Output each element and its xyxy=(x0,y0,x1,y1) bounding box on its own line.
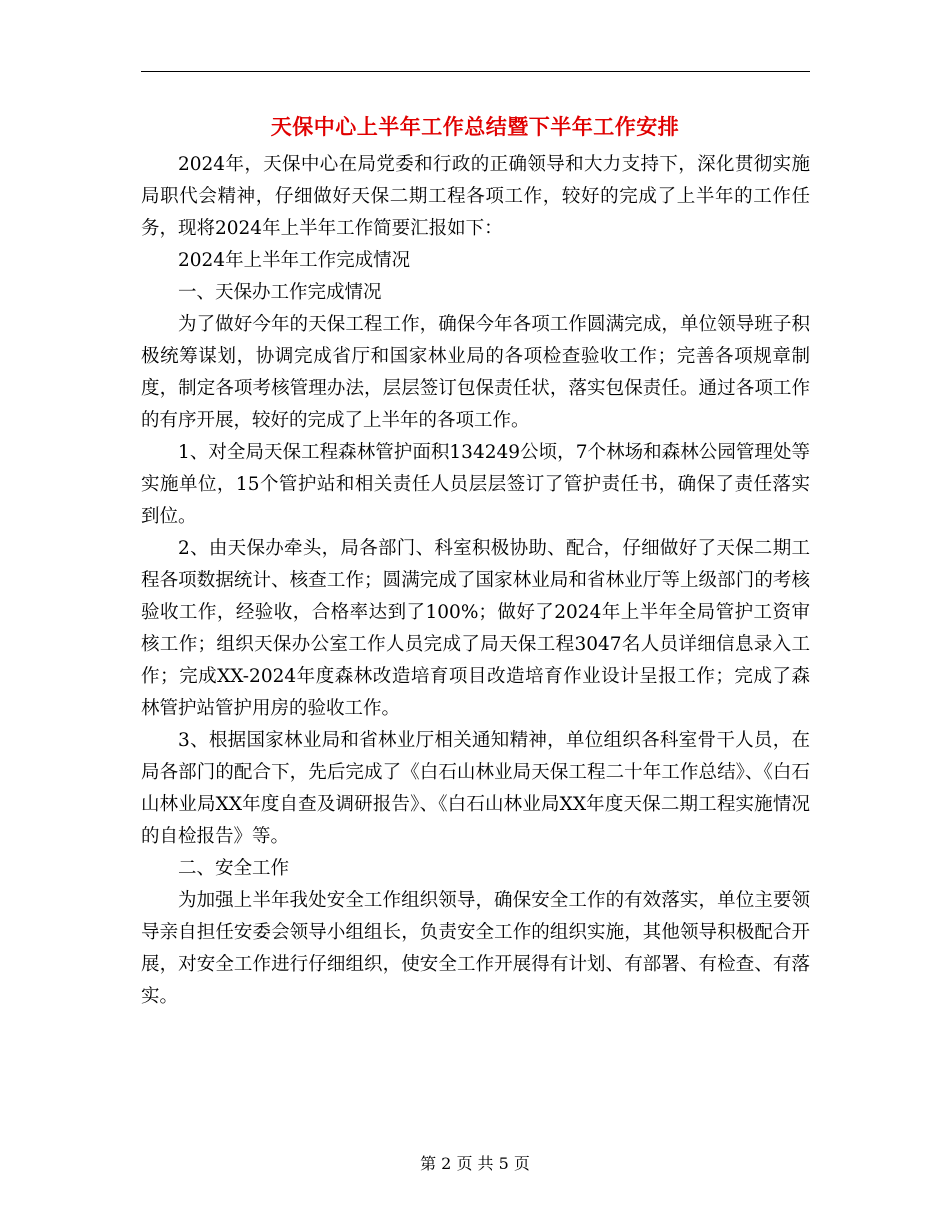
header-rule xyxy=(141,71,810,72)
paragraph-item-3: 3、根据国家林业局和省林业厅相关通知精神，单位组织各科室骨干人员，在局各部门的配合下，先后完成了《白石山林业局天保工程二十年工作总结》、《白石山林业局XX年度自查及调研报告》、《白石山林业局XX年度天保二期工程实施情况的自检报告》等。 xyxy=(141,730,810,847)
page-number: 第 2 页 共 5 页 xyxy=(420,1154,530,1173)
heading-section-one: 一、天保办工作完成情况 xyxy=(178,282,382,303)
paragraph-item-2: 2、由天保办牵头，局各部门、科室积极协助、配合，仔细做好了天保二期工程各项数据统计、核查工作；圆满完成了国家林业局和省林业厅等上级部门的考核验收工作，经验收，合格率达到了100%；做好了2024年上半年全局管护工资审核工作；组织天保办公室工作人员完成了局天保工程3047名人员详细信息录入工作；完成XX-2024年度森林改造培育项目改造培育作业设计呈报工作；完成了森林管护站管护用房的验收工作。 xyxy=(141,538,810,719)
paragraph-section-two: 为加强上半年我处安全工作组织领导，确保安全工作的有效落实，单位主要领导亲自担任安委会领导小组组长，负责安全工作的组织实施，其他领导积极配合开展，对安全工作进行仔细组织，使安全工作开展得有计划、有部署、有检查、有落实。 xyxy=(141,890,810,1007)
paragraph-item-1: 1、对全局天保工程森林管护面积134249公顷，7个林场和森林公园管理处等实施单位，15个管护站和相关责任人员层层签订了管护责任书，确保了责任落实到位。 xyxy=(141,442,810,527)
paragraph-section-one: 为了做好今年的天保工程工作，确保今年各项工作圆满完成，单位领导班子积极统筹谋划，协调完成省厅和国家林业局的各项检查验收工作；完善各项规章制度，制定各项考核管理办法，层层签订包保责任状，落实包保责任。通过各项工作的有序开展，较好的完成了上半年的各项工作。 xyxy=(141,314,810,431)
heading-half-year-summary: 2024年上半年工作完成情况 xyxy=(178,250,411,271)
document-body xyxy=(141,149,810,1013)
paragraph-intro: 2024年，天保中心在局党委和行政的正确领导和大力支持下，深化贯彻实施局职代会精神，仔细做好天保二期工程各项工作，较好的完成了上半年的工作任务，现将2024年上半年工作简要汇报如下： xyxy=(141,154,810,239)
document-title: 天保中心上半年工作总结暨下半年工作安排 xyxy=(270,114,680,139)
heading-section-two: 二、安全工作 xyxy=(178,858,290,879)
